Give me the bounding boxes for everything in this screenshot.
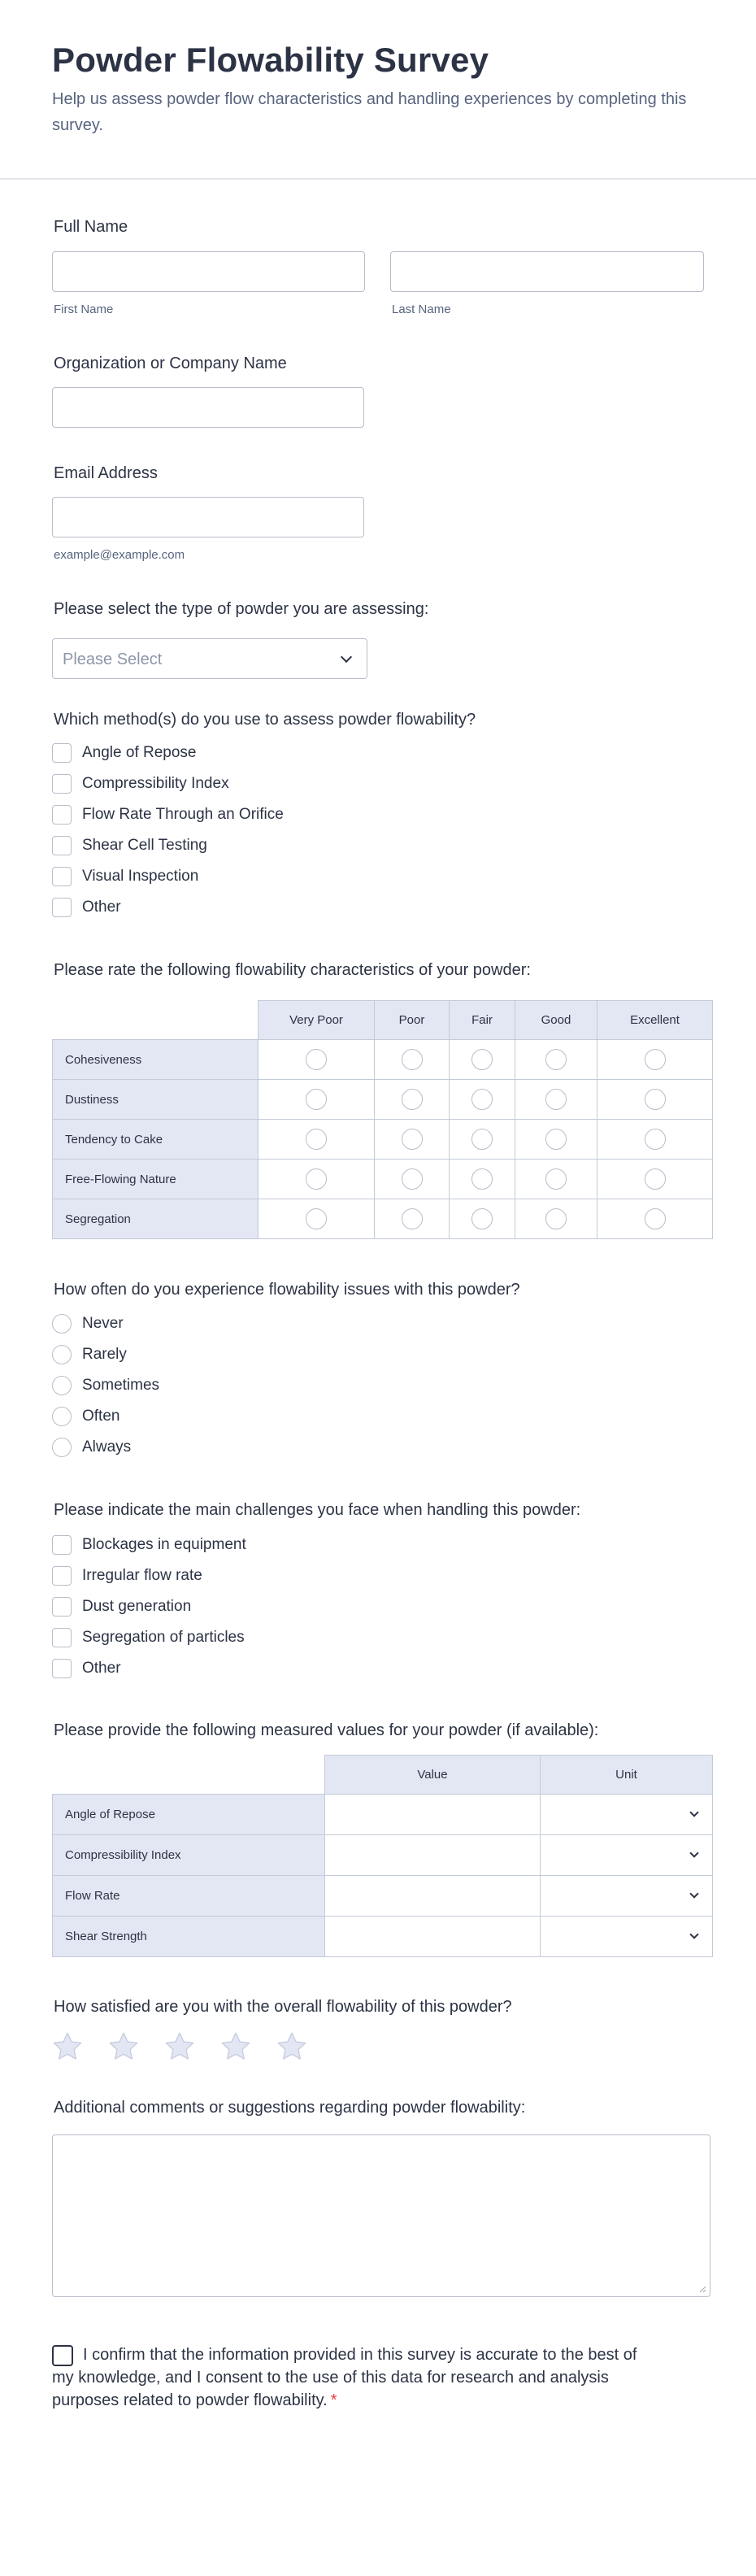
table-row-header: Angle of Repose	[53, 1795, 325, 1835]
checkbox[interactable]	[52, 743, 72, 763]
matrix-radio[interactable]	[545, 1089, 567, 1110]
table-column-header: Value	[325, 1756, 541, 1795]
checkbox[interactable]	[52, 1566, 72, 1586]
last-name-input[interactable]	[390, 251, 704, 292]
comments-label: Additional comments or suggestions regarding powder flowability:	[54, 2099, 526, 2117]
matrix-row-header: Cohesiveness	[53, 1040, 259, 1080]
powder-type-select[interactable]	[52, 638, 367, 679]
table-row	[53, 1795, 713, 1835]
matrix-column-header: Good	[515, 1001, 597, 1040]
matrix-column-header: Excellent	[597, 1001, 713, 1040]
matrix-radio[interactable]	[545, 1208, 567, 1229]
matrix-radio[interactable]	[645, 1089, 666, 1110]
confirm-text: I confirm that the information provided in this survey is accurate to the best of my knowledge, and I consent to the use of this data for research and analysis purposes related to powder flowability.	[52, 2346, 637, 2409]
matrix-radio[interactable]	[645, 1129, 666, 1150]
chevron-down-icon	[689, 1848, 698, 1857]
checkbox[interactable]	[52, 867, 72, 886]
star-rating-icon[interactable]	[106, 2030, 141, 2064]
checkbox[interactable]	[52, 1597, 72, 1617]
organization-label: Organization or Company Name	[54, 355, 287, 372]
unit-select[interactable]	[541, 1795, 713, 1835]
organization-input[interactable]	[52, 387, 364, 428]
chevron-down-icon	[689, 1930, 698, 1939]
checkbox[interactable]	[52, 1628, 72, 1647]
satisfaction-label: How satisfied are you with the overall flowability of this powder?	[54, 1998, 512, 2016]
table-row	[53, 1040, 713, 1080]
matrix-radio[interactable]	[471, 1208, 493, 1229]
measured-values-label: Please provide the following measured values for your powder (if available):	[54, 1721, 599, 1739]
radio-button[interactable]	[52, 1314, 72, 1334]
star-rating-icon[interactable]	[219, 2030, 253, 2064]
table-row	[53, 1080, 713, 1120]
table-row	[53, 1160, 713, 1199]
matrix-radio[interactable]	[471, 1168, 493, 1190]
matrix-row-header: Free-Flowing Nature	[53, 1160, 259, 1199]
matrix-radio[interactable]	[306, 1168, 327, 1190]
matrix-radio[interactable]	[306, 1049, 327, 1070]
table-row-header: Shear Strength	[53, 1917, 325, 1957]
table-row	[53, 1120, 713, 1160]
matrix-radio[interactable]	[471, 1129, 493, 1150]
page-subtitle: Help us assess powder flow characteristics and handling experiences by completing this survey.	[52, 90, 687, 134]
powder-type-placeholder: Please Select	[63, 651, 163, 668]
powder-type-label: Please select the type of powder you are assessing:	[54, 600, 429, 618]
matrix-radio[interactable]	[645, 1049, 666, 1070]
confirm-label	[52, 2343, 645, 2412]
frequency-label: How often do you experience flowability issues with this powder?	[54, 1281, 520, 1299]
matrix-radio[interactable]	[306, 1129, 327, 1150]
matrix-radio[interactable]	[645, 1168, 666, 1190]
value-input[interactable]	[325, 1917, 541, 1957]
checkbox[interactable]	[52, 774, 72, 794]
chevron-down-icon	[689, 1808, 698, 1817]
value-input[interactable]	[325, 1876, 541, 1917]
radio-button[interactable]	[52, 1438, 72, 1457]
matrix-radio[interactable]	[402, 1129, 423, 1150]
table-row	[53, 1876, 713, 1917]
matrix-column-header: Poor	[375, 1001, 450, 1040]
checkbox[interactable]	[52, 1535, 72, 1555]
unit-select[interactable]	[541, 1876, 713, 1917]
unit-select[interactable]	[541, 1835, 713, 1876]
matrix-row-header: Tendency to Cake	[53, 1120, 259, 1160]
table-column-header: Unit	[541, 1756, 713, 1795]
comments-textarea[interactable]	[52, 2134, 710, 2297]
first-name-sublabel: First Name	[54, 302, 114, 316]
form-header	[0, 0, 756, 180]
matrix-column-header: Fair	[450, 1001, 515, 1040]
rating-matrix-label: Please rate the following flowability characteristics of your powder:	[54, 961, 531, 979]
table-row	[53, 1835, 713, 1876]
star-rating-icon[interactable]	[163, 2030, 197, 2064]
star-rating-icon[interactable]	[275, 2030, 309, 2064]
matrix-radio[interactable]	[471, 1049, 493, 1070]
last-name-sublabel: Last Name	[392, 302, 451, 316]
radio-button[interactable]	[52, 1407, 72, 1426]
matrix-row-header: Dustiness	[53, 1080, 259, 1120]
value-input[interactable]	[325, 1835, 541, 1876]
challenges-label: Please indicate the main challenges you face when handling this powder:	[54, 1501, 581, 1519]
table-row	[53, 1917, 713, 1957]
checkbox[interactable]	[52, 898, 72, 917]
methods-label: Which method(s) do you use to assess powder flowability?	[54, 711, 476, 729]
checkbox[interactable]	[52, 836, 72, 855]
table-row-header: Flow Rate	[53, 1876, 325, 1917]
checkbox[interactable]	[52, 1659, 72, 1678]
required-asterisk: *	[330, 2391, 337, 2409]
email-sublabel: example@example.com	[54, 548, 185, 562]
resize-handle-icon[interactable]	[698, 2285, 706, 2293]
matrix-radio[interactable]	[402, 1208, 423, 1229]
checkbox[interactable]	[52, 805, 72, 825]
table-row	[53, 1199, 713, 1239]
email-label: Email Address	[54, 464, 158, 482]
matrix-column-header: Very Poor	[259, 1001, 375, 1040]
matrix-radio[interactable]	[402, 1049, 423, 1070]
matrix-radio[interactable]	[306, 1208, 327, 1229]
matrix-row-header: Segregation	[53, 1199, 259, 1239]
email-input[interactable]	[52, 497, 364, 537]
radio-button[interactable]	[52, 1345, 72, 1364]
rating-matrix	[52, 1000, 713, 1239]
measured-values-table	[52, 1755, 713, 1957]
unit-select[interactable]	[541, 1917, 713, 1957]
table-row-header: Compressibility Index	[53, 1835, 325, 1876]
star-rating-icon[interactable]	[50, 2030, 85, 2064]
matrix-radio[interactable]	[545, 1129, 567, 1150]
matrix-radio[interactable]	[306, 1089, 327, 1110]
value-input[interactable]	[325, 1795, 541, 1835]
matrix-radio[interactable]	[402, 1168, 423, 1190]
chevron-down-icon	[341, 651, 352, 663]
matrix-radio[interactable]	[545, 1049, 567, 1070]
matrix-radio[interactable]	[471, 1089, 493, 1110]
chevron-down-icon	[689, 1889, 698, 1898]
full-name-label: Full Name	[54, 218, 128, 236]
matrix-radio[interactable]	[645, 1208, 666, 1229]
radio-button[interactable]	[52, 1376, 72, 1395]
matrix-radio[interactable]	[545, 1168, 567, 1190]
matrix-radio[interactable]	[402, 1089, 423, 1110]
page-title: Powder Flowability Survey	[52, 41, 489, 79]
first-name-input[interactable]	[52, 251, 365, 292]
